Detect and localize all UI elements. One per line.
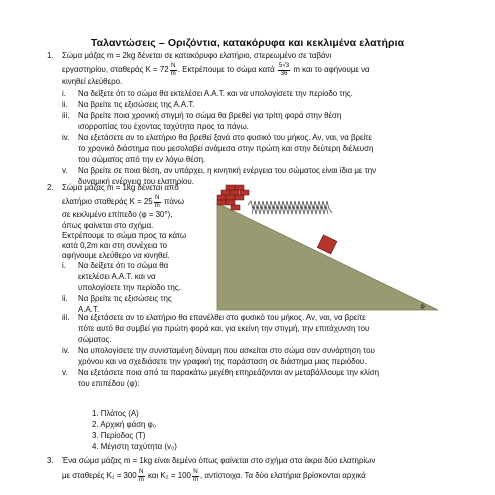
p3-text-b: και K₂ = 100: [148, 471, 191, 481]
p2-subquestion-label: i.: [62, 261, 66, 270]
inclined-plane: [217, 203, 438, 310]
page-title: Ταλαντώσεις – Οριζόντια, κατακόρυφα και κεκλιμένα ελατήρια: [90, 37, 405, 49]
intro-text-c: m και το αφήνουμε να: [293, 65, 370, 75]
p1-subquestion-text: Να βρείτε ποια χρονική στιγμή το σώμα θα βρεθεί για τρίτη φορά στην θέση: [78, 111, 342, 120]
p1-subquestion-text: Να εξετάσετε αν το ελατήριο θα βρεθεί ξανά στο φυσικό του μήκος. Αν, ναι, να βρείτε: [78, 133, 372, 142]
p2-text-b: πάνω: [164, 197, 185, 207]
p2-text-a: ελατήριο σταθεράς K = 25: [62, 197, 153, 207]
p2-subquestion-label: ii.: [62, 294, 68, 303]
p2-subquestion-text: Να βρείτε τις εξισώσεις της: [78, 294, 172, 303]
p1-subquestion-text: δυναμική ενέργεια του ελατηρίου.: [78, 177, 194, 186]
p2-subquestion-text: εκτελέσει Α.Α.Τ. και να: [78, 272, 156, 281]
problem-2-line-3: σε κεκλιμένο επίπεδο (φ = 30°),: [62, 210, 173, 219]
p2-subquestion-text: υπολογίσετε την περίοδο της.: [78, 283, 181, 292]
problem-2-number: 2.: [47, 183, 54, 192]
fraction-n-over-m: $\frac{N}{m}$: [154, 194, 160, 209]
p2-subquestion-text: πότε αυτό θα συμβεί για πρώτη φορά και, για εκείνη την στιγμή, την επιτάχυνση του: [78, 324, 370, 333]
problem-3-number: 3.: [47, 456, 54, 465]
p1-subquestion-label: iv.: [62, 133, 70, 142]
problem-2-line-1: Σώμα μάζας m = 1kg δένεται από: [62, 183, 179, 192]
intro-text-a: εργαστηρίου, σταθεράς K = 72: [62, 65, 169, 75]
p1-subquestion-text: ισορροπίας του έχοντας ταχύτητα προς τα πάνω.: [78, 122, 249, 131]
problem-2-line-7: αφήνουμε ελεύθερο να κινηθεί.: [62, 251, 170, 260]
problem-1-number: 1.: [47, 51, 54, 60]
p1-subquestion-text: Να βρείτε σε ποια θέση, αν υπάρχει, η κινητική ενέργεια του σώματος είναι ίδια με την: [78, 166, 377, 175]
p2-sublist-item: 1. Πλάτος (A): [92, 409, 139, 418]
p2-sublist-item: 3. Περίοδος (T): [92, 431, 146, 440]
fraction-displacement: $\frac{5√3}{36}$: [278, 62, 290, 77]
p2-subquestion-text: Να εξετάσετε ποια από τα παρακάτω μεγέθη επηρεάζονται αν μεταβάλλουμε την κλίση: [78, 368, 380, 377]
fraction-n-over-m: $\frac{N}{m}$: [138, 468, 144, 483]
intro-text-b: . Εκτρέπουμε το σώμα κατά: [177, 65, 275, 75]
p2-subquestion-label: iv.: [62, 346, 70, 355]
p1-subquestion-label: iii.: [62, 111, 70, 120]
p1-subquestion-text: του σώματος από την εν λόγω θέση.: [78, 155, 206, 164]
p3-text-c: , αντίστοιχα. Τα δύο ελατήρια βρίσκονται αρχικά: [200, 471, 366, 481]
problem-1-intro-line-1: Σώμα μάζας m = 2kg δένεται σε κατακόρυφο ελατήριο, στερεωμένο σε ταβάνι: [62, 51, 332, 60]
p2-subquestion-label: iii.: [62, 313, 70, 322]
spring: [248, 201, 332, 214]
p2-subquestion-text: Α.Α.Τ.: [78, 305, 100, 314]
p1-subquestion-text: Να βρείτε τις εξισώσεις της Α.Α.Τ.: [78, 100, 195, 109]
problem-2-line-5: Εκτρέπουμε το σώμα προς τα κάτω: [62, 231, 187, 240]
p1-subquestion-text: το χρονικό διάστημα που μεσολαβεί ανάμεσα στην πρώτη και στην δεύτερη διέλευση: [78, 144, 374, 153]
p2-subquestion-label: v.: [62, 368, 68, 377]
p1-subquestion-label: i.: [62, 89, 66, 98]
block: [317, 235, 337, 254]
angle-label: φ: [421, 303, 425, 310]
p1-subquestion-text: Να δείξετε ότι το σώμα θα εκτελέσει Α.Α.Τ. και να υπολογίσετε την περίοδο της.: [78, 89, 353, 98]
p3-text-a: με σταθερές K₁ = 300: [62, 471, 137, 481]
fraction-n-over-m-2: $\frac{N}{m}$: [192, 468, 199, 483]
p2-subquestion-text: χρόνου και να σχεδιάσετε την γραφική της παράσταση σε διάστημα μιας περιόδου.: [78, 357, 367, 366]
p1-subquestion-label: v.: [62, 166, 68, 175]
problem-3-line-1: Ένα σώμα μάζας m = 1kg είναι δεμένο όπως φαίνεται στο σχήμα στα άκρα δύο ελατηρίων: [62, 456, 376, 465]
p2-subquestion-text: σώματος.: [78, 335, 112, 344]
p2-sublist-item: 4. Μέγιστη ταχύτητα (v₀): [92, 442, 177, 451]
p1-subquestion-label: ii.: [62, 100, 68, 109]
p2-sublist-item: 2. Αρχική φάση φ₀: [92, 420, 157, 429]
p2-subquestion-text: Να δείξετε ότι το σώμα θα: [78, 261, 169, 270]
problem-2-line-6: κατά 0,2m και στη συνέχεια το: [62, 241, 168, 250]
p2-subquestion-text: Να υπολογίσετε την συνισταμένη δύναμη που ασκείται στο σώμα σαν συνάρτηση του: [78, 346, 375, 355]
p2-subquestion-text: του επιπέδου (φ):: [78, 379, 140, 388]
p2-subquestion-text: Να εξετάσετε αν το ελατήριο θα επανέλθει στο φυσικό του μήκος. Αν, ναι, να βρείτε: [78, 313, 366, 322]
problem-1-intro-line-3: κινηθεί ελεύθερο.: [62, 77, 123, 86]
problem-2-line-4: όπως φαίνεται στο σχήμα.: [62, 221, 154, 230]
fraction-n-over-m: $\frac{N}{m}$: [170, 62, 176, 77]
